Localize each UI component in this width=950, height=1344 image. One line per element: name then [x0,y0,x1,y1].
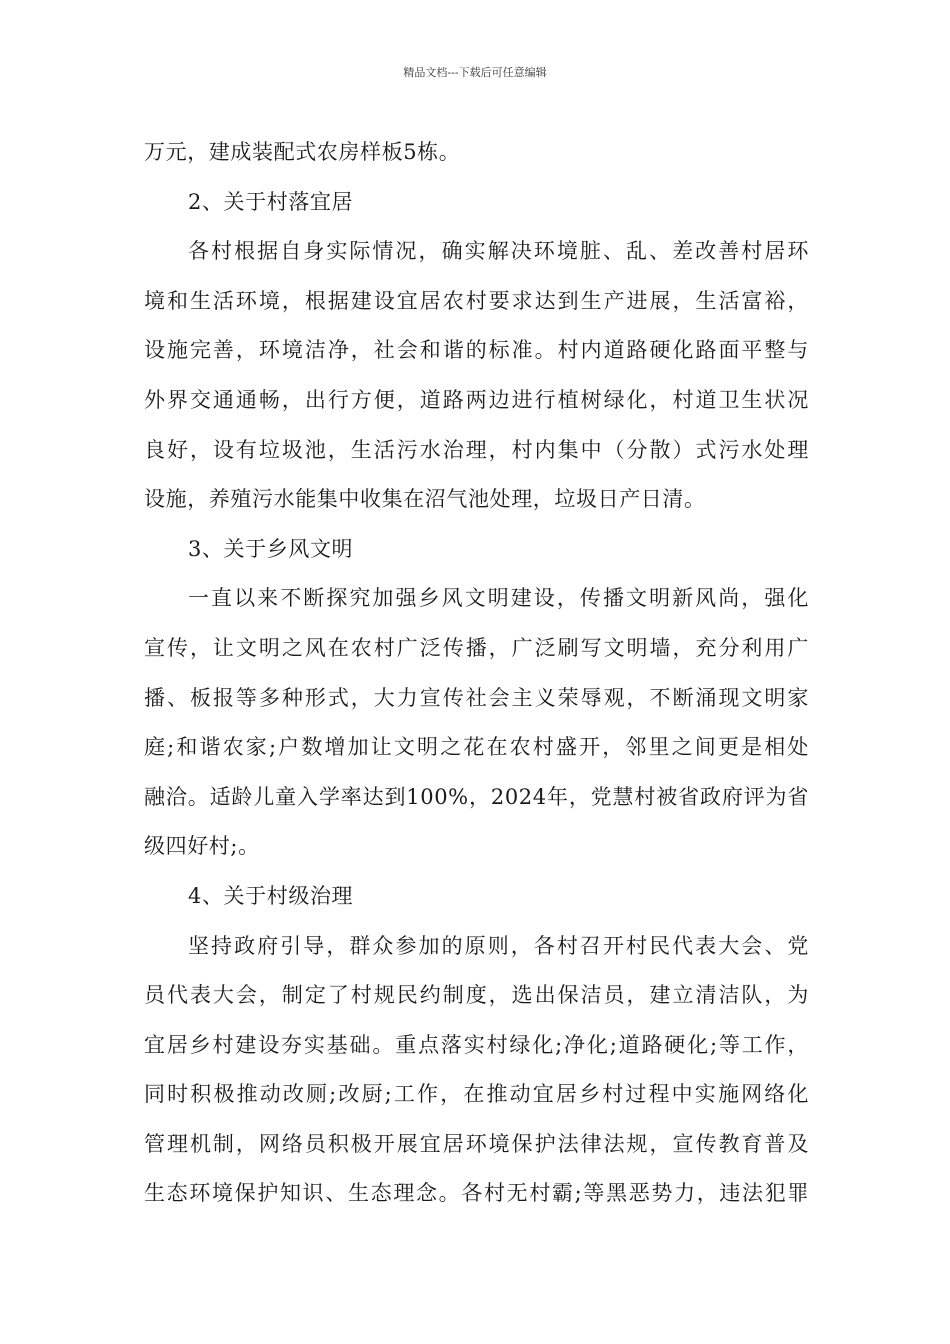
text-line: 坚持政府引导，群众参加的原则，各村召开村民代表大会、党 [188,933,809,958]
text-line: 级四好村;。 [144,834,260,859]
text-line: 设施，养殖污水能集中收集在沼气池处理，垃圾日产日清。 [144,487,706,512]
text-line: 设施完善，环境洁净，社会和谐的标准。村内道路硬化路面平整与 [144,338,809,363]
text-line: 2、关于村落宜居 [188,189,354,214]
text-line: 同时积极推动改厕;改厨;工作，在推动宜居乡村过程中实施网络化 [144,1082,809,1107]
text-line: 生态环境保护知识、生态理念。各村无村霸;等黑恶势力，违法犯罪 [144,1181,809,1206]
text-line: 万元，建成装配式农房样板5栋。 [144,140,461,164]
text-line: 一直以来不断探究加强乡风文明建设，传播文明新风尚，强化 [188,586,809,611]
text-line: 管理机制，网络员积极开展宜居环境保护法律法规，宣传教育普及 [144,1131,809,1156]
text-line: 庭;和谐农家;户数增加让文明之花在农村盛开，邻里之间更是相处 [144,735,809,760]
text-line: 良好，设有垃圾池，生活污水治理，村内集中（分散）式污水处理 [144,437,809,462]
text-line: 播、板报等多种形式，大力宣传社会主义荣辱观，不断涌现文明家 [144,685,809,710]
text-line: 宣传，让文明之风在农村广泛传播，广泛刷写文明墙，充分利用广 [144,635,809,660]
text-line: 员代表大会，制定了村规民约制度，选出保洁员，建立清洁队，为 [144,983,809,1008]
document-body [144,128,809,1219]
text-line: 外界交通通畅，出行方便，道路两边进行植树绿化，村道卫生状况 [144,387,809,412]
text-line: 宜居乡村建设夯实基础。重点落实村绿化;净化;道路硬化;等工作， [144,1032,809,1057]
text-line: 4、关于村级治理 [188,883,354,908]
page-header: 精品文档---下载后可任意编辑 [403,66,547,79]
text-line: 融洽。适龄儿童入学率达到100%，2024年，党慧村被省政府评为省 [144,784,809,809]
text-line: 各村根据自身实际情况，确实解决环境脏、乱、差改善村居环 [188,239,809,264]
text-line: 境和生活环境，根据建设宜居农村要求达到生产进展，生活富裕， [144,288,809,313]
text-line: 3、关于乡风文明 [188,536,354,561]
